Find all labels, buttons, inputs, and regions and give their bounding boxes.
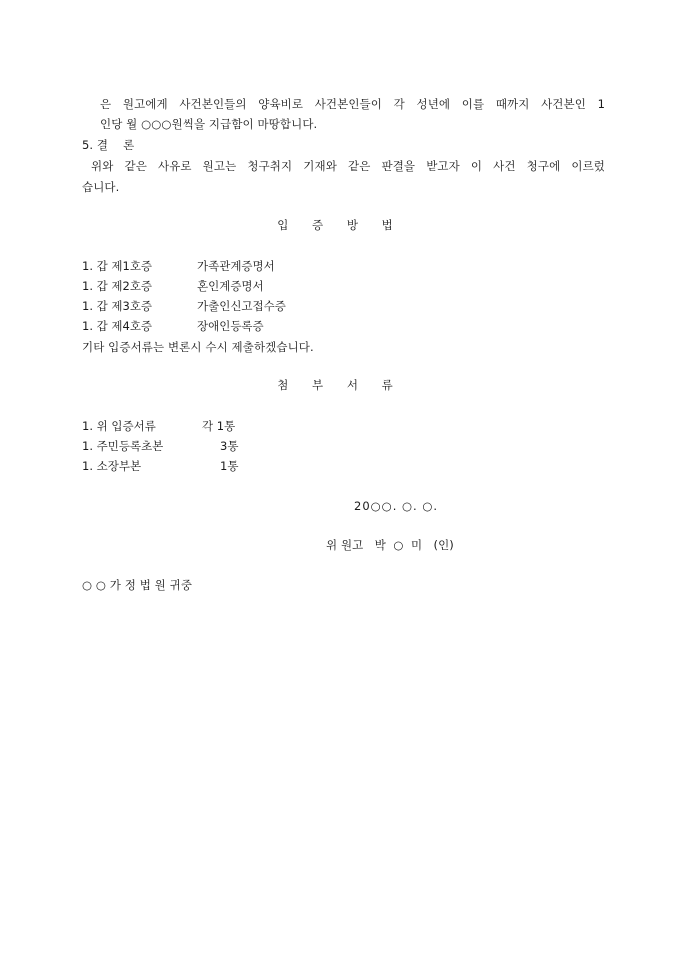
attachment-count-1: 각 1통 xyxy=(202,419,236,433)
attachment-count-2: 3통 xyxy=(220,439,239,453)
evidence-code-4: 1. 갑 제4호증 xyxy=(82,319,153,333)
evidence-name-3: 가출인신고접수증 xyxy=(197,299,286,313)
attachment-count-3: 1통 xyxy=(220,459,239,473)
evidence-name-4: 장애인등록증 xyxy=(197,319,264,333)
plaintiff-signature: 위 원고 박 ○ 미 (인) xyxy=(326,538,454,552)
evidence-code-2: 1. 갑 제2호증 xyxy=(82,279,153,293)
intro-line-1: 은 원고에게 사건본인들의 양육비로 사건본인들이 각 성년에 이를 때까지 사건본인 1 xyxy=(100,97,605,111)
conclusion-line-2: 습니다. xyxy=(82,180,120,194)
conclusion-line-1: 위와 같은 사유로 원고는 청구취지 기재와 같은 판결을 받고자 이 사건 청구에 이르렀 xyxy=(91,159,605,173)
evidence-code-1: 1. 갑 제1호증 xyxy=(82,259,153,273)
intro-line-2: 인당 월 ○○○원씩을 지급함이 마땅합니다. xyxy=(100,117,318,131)
document-date: 20○○. ○. ○. xyxy=(354,499,439,513)
evidence-title: 입 증 방 법 xyxy=(277,218,403,232)
attachment-name-2: 1. 주민등록초본 xyxy=(82,439,164,453)
conclusion-heading: 5. 결 론 xyxy=(82,138,135,152)
attachment-name-1: 1. 위 입증서류 xyxy=(82,419,156,433)
evidence-name-2: 혼인계증명서 xyxy=(197,279,264,293)
attachment-name-3: 1. 소장부본 xyxy=(82,459,142,473)
evidence-note: 기타 입증서류는 변론시 수시 제출하겠습니다. xyxy=(82,340,314,354)
evidence-code-3: 1. 갑 제3호증 xyxy=(82,299,153,313)
attachments-title: 첨 부 서 류 xyxy=(277,378,403,392)
court-addressee: ○ ○ 가 정 법 원 귀중 xyxy=(82,578,193,592)
evidence-name-1: 가족관계증명서 xyxy=(197,259,275,273)
